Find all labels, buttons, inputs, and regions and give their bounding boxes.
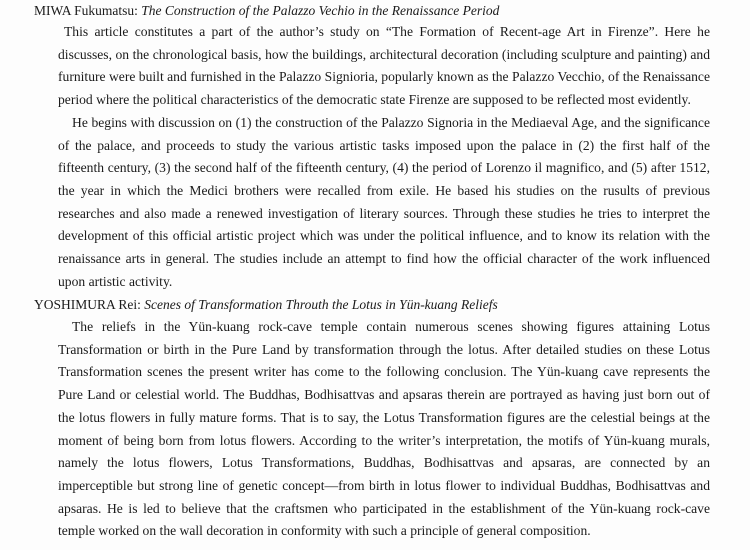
abstract-paragraph: This article constitutes a part of the author’s study on “The Formation of Recent-age Art in Firenze”. Here he discusses, on the chronological basis, how the buildings, architectural decoration (including sculpture and painting) and furniture were built and furnished in the Palazzo Signioria, popularly known as the Palazzo Vecchio, of the Renaissance period where the political characteristics of the democratic state Firenze are supposed to be reflected most evidently. [58,24,710,108]
abstract-paragraph: The reliefs in the Yün-kuang rock-cave temple contain numerous scenes showing figures attaining Lotus Transformation or birth in the Pure Land by transformation through the lotus. After detailed studies on these Lotus Transformation scenes the present writer has come to the following conclusion. The Yün-kuang cave represents the Pure Land or celestial world. The Buddhas, Bodhisattvas and apsaras therein are portrayed as having just born out of the lotus flowers in fully mature forms. That is to say, the Lotus Transformation figures are the celestial beings at the moment of being born from lotus flowers. According to the writer’s interpretation, the motifs of Yün-kuang murals, namely the lotus flowers, Lotus Transformations, Buddhas, Bodhisattvas and apsaras, are connected by an imperceptible but strong line of genetic concept—from birth in lotus flower to individual Buddhas, Bodhisattvas and apsaras. He is led to believe that the craftsmen who participated in the establishment of the Yün-kuang rock-cave temple worked on the wall decoration in conformity with such a principle of general composition. [58,319,710,539]
heading-separator: : [134,3,138,18]
abstract-yoshimura [34,296,710,543]
article-title: The Construction of the Palazzo Vechio in the Renaissance Period [141,3,500,18]
abstract-miwa [34,2,710,293]
abstract-heading [34,296,710,314]
abstract-paragraph: He begins with discussion on (1) the construction of the Palazzo Signoria in the Mediaeval Age, and the significance of the palace, and proceeds to study the various artistic tasks imposed upon the palace in (2) the first half of the fifteenth century, (3) the second half of the fifteenth century, (4) the period of Lorenzo il magnifico, and (5) after 1512, the year in which the Medici brothers were recalled from exile. He based his studies on the rusults of previous researches and also made a renewed investigation of literary sources. Through these studies he tries to interpret the development of this official artistic project which was under the political influence, and to know its relation with the renaissance arts in general. The studies include an attempt to find how the official character of the work influenced upon artistic activity. [58,114,710,289]
author-name: YOSHIMURA Rei [34,297,138,312]
abstract-heading [34,2,710,20]
heading-separator: : [137,297,141,312]
article-title: Scenes of Transformation Throuth the Lotus in Yün-kuang Reliefs [144,297,498,312]
author-name: MIWA Fukumatsu [34,3,135,18]
